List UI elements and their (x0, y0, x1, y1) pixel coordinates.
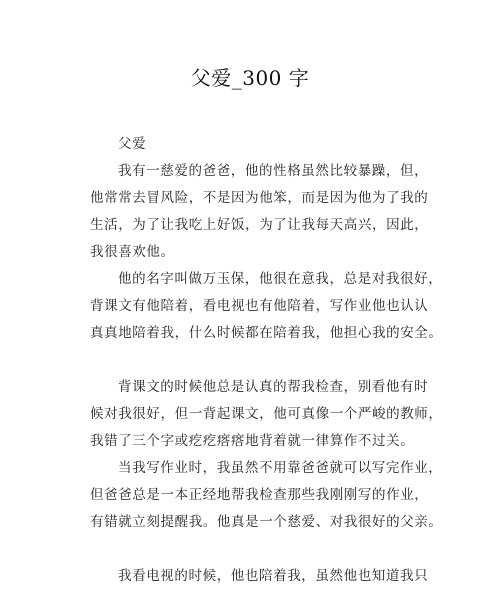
paragraph-line: 我有一慈爱的爸爸，他的性格虽然比较暴躁，但， (118, 163, 429, 179)
paragraph-line: 但爸爸总是一本正经地帮我检查那些我刚刚写的作业， (90, 487, 429, 503)
section-heading: 父爱 (118, 136, 147, 152)
paragraph-1 (90, 158, 428, 266)
paragraph-line: 有错就立刻提醒我。他真是一个慈爱、对我很好的父亲。 (90, 514, 443, 530)
paragraph-line: 真真地陪着我，什么时候都在陪着我，他担心我的安全。 (90, 325, 443, 341)
document-body (90, 131, 443, 590)
paragraph-line: 当我写作业时，我虽然不用靠爸爸就可以写完作业， (118, 460, 443, 476)
paragraph-5 (90, 563, 428, 590)
paragraph-line: 生活，为了让我吃上好饭，为了让我每天高兴，因此， (90, 217, 429, 233)
paragraph-4 (90, 455, 443, 536)
document-title: 父爱_300 字 (190, 66, 310, 90)
paragraph-2 (90, 266, 443, 347)
paragraph-line: 候对我很好，但一背起课文，他可真像一个严峻的教师， (90, 406, 443, 422)
paragraph-line: 他常常去冒风险，不是因为他笨，而是因为他为了我的 (90, 190, 429, 206)
paragraph-gap (90, 347, 428, 374)
paragraph-line: 我很喜欢他。 (90, 244, 175, 260)
paragraph-line: 我错了三个字或疙疙瘩瘩地背着就一律算作不过关。 (90, 433, 415, 449)
paragraph-line: 背课文的时候他总是认真的帮我检查，别看他有时 (118, 379, 429, 395)
paragraph-line: 背课文有他陪着，看电视也有他陪着，写作业他也认认 (90, 298, 429, 314)
paragraph-line: 他的名字叫做万玉保，他很在意我，总是对我很好， (118, 271, 443, 287)
paragraph-gap (90, 536, 428, 563)
paragraph-line: 我看电视的时候，他也陪着我，虽然他也知道我只 (118, 568, 429, 584)
paragraph-3 (90, 374, 443, 455)
